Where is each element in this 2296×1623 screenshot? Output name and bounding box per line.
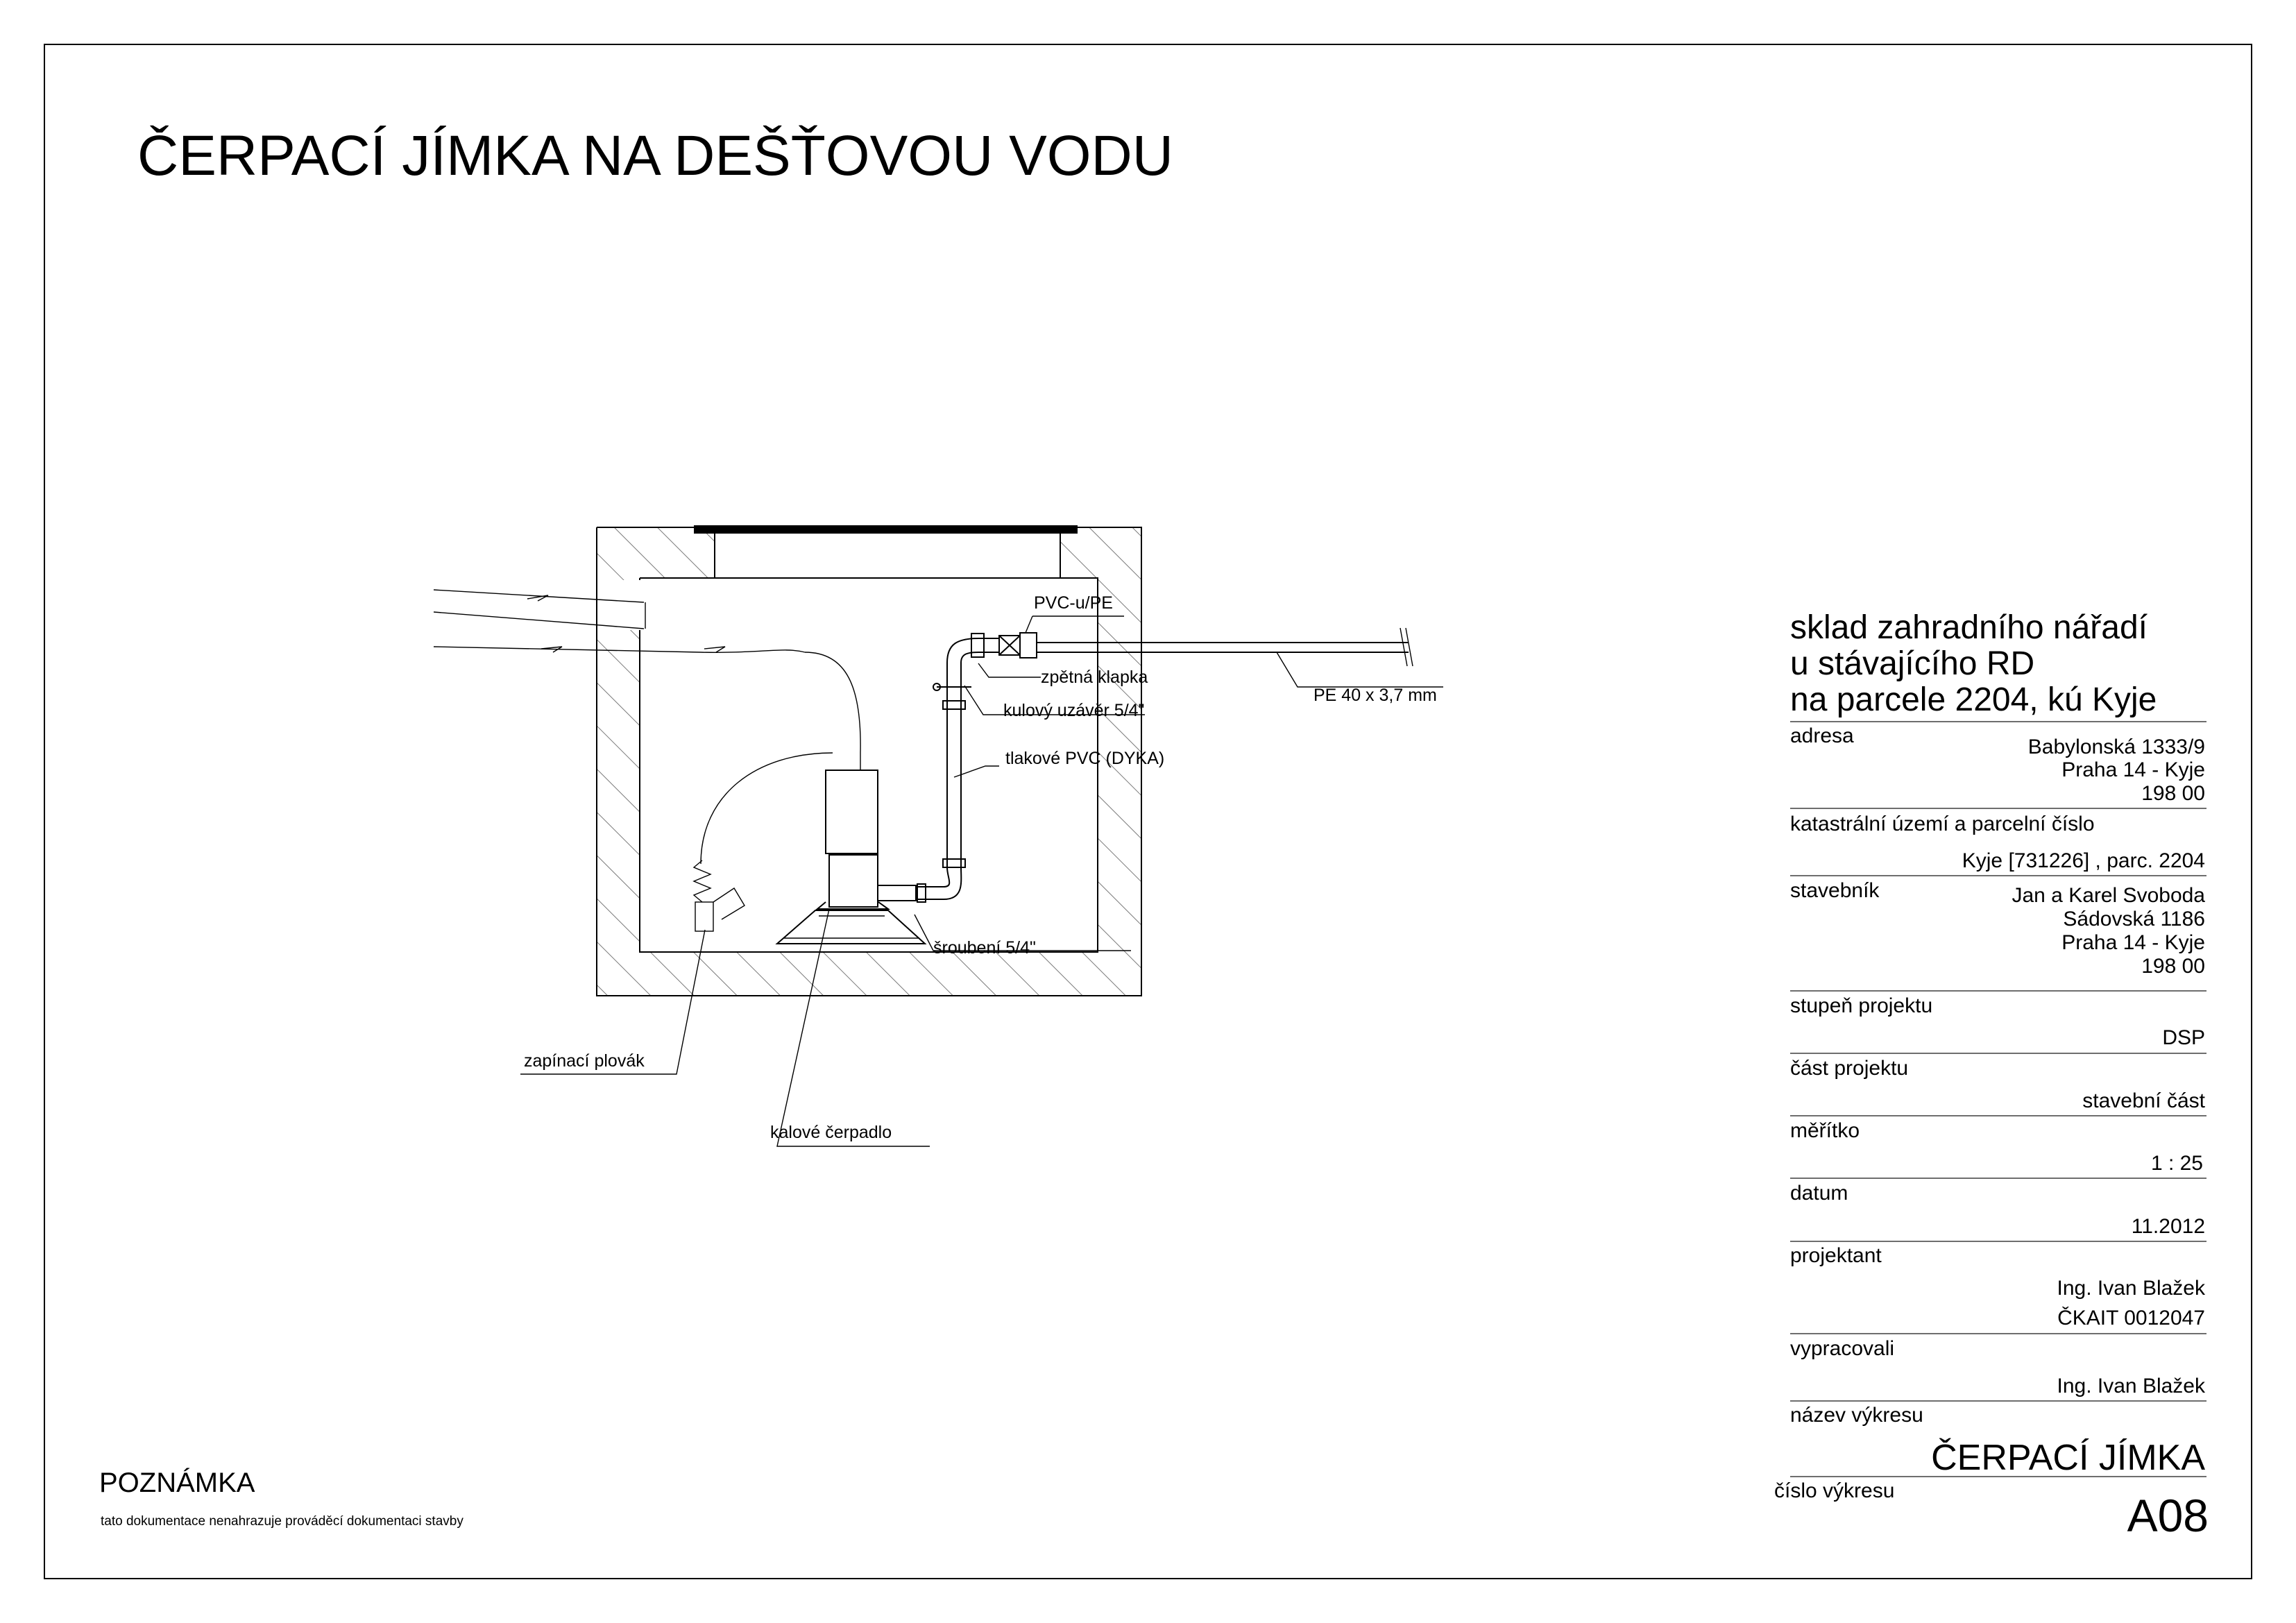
datum-value: 11.2012 bbox=[2131, 1215, 2205, 1238]
vypracovali-value: Ing. Ivan Blažek bbox=[2057, 1375, 2205, 1397]
stupen-value: DSP bbox=[2162, 1026, 2205, 1049]
label-zapinaci-plovak: zapínací plovák bbox=[524, 1051, 645, 1071]
adresa-label: adresa bbox=[1790, 724, 1854, 747]
title-block bbox=[1774, 609, 2209, 1541]
stupen-label: stupeň projektu bbox=[1790, 994, 1933, 1017]
stavebnik-label: stavebník bbox=[1790, 879, 1880, 902]
label-kalove-cerpadlo: kalové čerpadlo bbox=[770, 1123, 892, 1142]
nazev-label: název výkresu bbox=[1790, 1404, 1923, 1427]
note-block bbox=[99, 1467, 464, 1529]
label-pe-pipe: PE 40 x 3,7 mm bbox=[1313, 686, 1437, 705]
note-heading: POZNÁMKA bbox=[99, 1468, 255, 1498]
label-pvc-pe: PVC-u/PE bbox=[1034, 593, 1113, 613]
float-cable bbox=[701, 753, 833, 864]
nazev-value: ČERPACÍ JÍMKA bbox=[1931, 1438, 2205, 1478]
cislo-label: číslo výkresu bbox=[1774, 1479, 1895, 1502]
drawing-title: ČERPACÍ JÍMKA NA DEŠŤOVOU VODU bbox=[137, 124, 1173, 187]
leader-lines bbox=[520, 616, 1443, 1146]
cislo-value: A08 bbox=[2127, 1490, 2209, 1541]
projektant-line-1: Ing. Ivan Blažek bbox=[2057, 1277, 2205, 1300]
cast-value: stavební část bbox=[2082, 1089, 2205, 1112]
katastr-label: katastrální území a parcelní číslo bbox=[1790, 813, 2095, 835]
label-sroubeni: šroubení 5/4" bbox=[933, 938, 1036, 958]
float-switch bbox=[694, 860, 745, 931]
stavebnik-line-4: 198 00 bbox=[2141, 955, 2205, 978]
datum-label: datum bbox=[1790, 1182, 1848, 1205]
note-text: tato dokumentace nenahrazuje prováděcí dokumentaci stavby bbox=[101, 1514, 464, 1529]
meritko-value: 1 : 25 bbox=[2150, 1152, 2203, 1175]
label-tlakove-pvc: tlakové PVC (DYKA) bbox=[1005, 749, 1165, 768]
cast-label: část projektu bbox=[1790, 1057, 1909, 1080]
inflow-line bbox=[434, 647, 860, 770]
vypracovali-label: vypracovali bbox=[1790, 1337, 1895, 1360]
projektant-line-2: ČKAIT 0012047 bbox=[2057, 1307, 2205, 1329]
label-kulovy-uzaver: kulový uzávěr 5/4" bbox=[1003, 701, 1145, 720]
stavebnik-line-2: Sádovská 1186 bbox=[2063, 908, 2205, 931]
adresa-line-1: Babylonská 1333/9 bbox=[2027, 736, 2205, 758]
meritko-label: měřítko bbox=[1790, 1119, 1860, 1142]
sheet-border bbox=[44, 44, 2252, 1579]
sludge-pump bbox=[777, 770, 925, 944]
adresa-line-2: Praha 14 - Kyje bbox=[2061, 758, 2205, 781]
stavebnik-line-1: Jan a Karel Svoboda bbox=[2012, 884, 2205, 907]
project-line-1: sklad zahradního nářadí bbox=[1790, 609, 2148, 646]
adresa-line-3: 198 00 bbox=[2141, 782, 2205, 805]
project-line-2: u stávajícího RD bbox=[1790, 645, 2035, 682]
katastr-value: Kyje [731226] , parc. 2204 bbox=[1962, 849, 2205, 872]
stavebnik-line-3: Praha 14 - Kyje bbox=[2061, 931, 2205, 954]
label-zpetna-klapka: zpětná klapka bbox=[1041, 668, 1148, 687]
projektant-label: projektant bbox=[1790, 1244, 1882, 1267]
sump-diagram bbox=[434, 525, 1443, 1146]
manhole-cover bbox=[694, 525, 1078, 534]
project-line-3: na parcele 2204, kú Kyje bbox=[1790, 681, 2157, 718]
